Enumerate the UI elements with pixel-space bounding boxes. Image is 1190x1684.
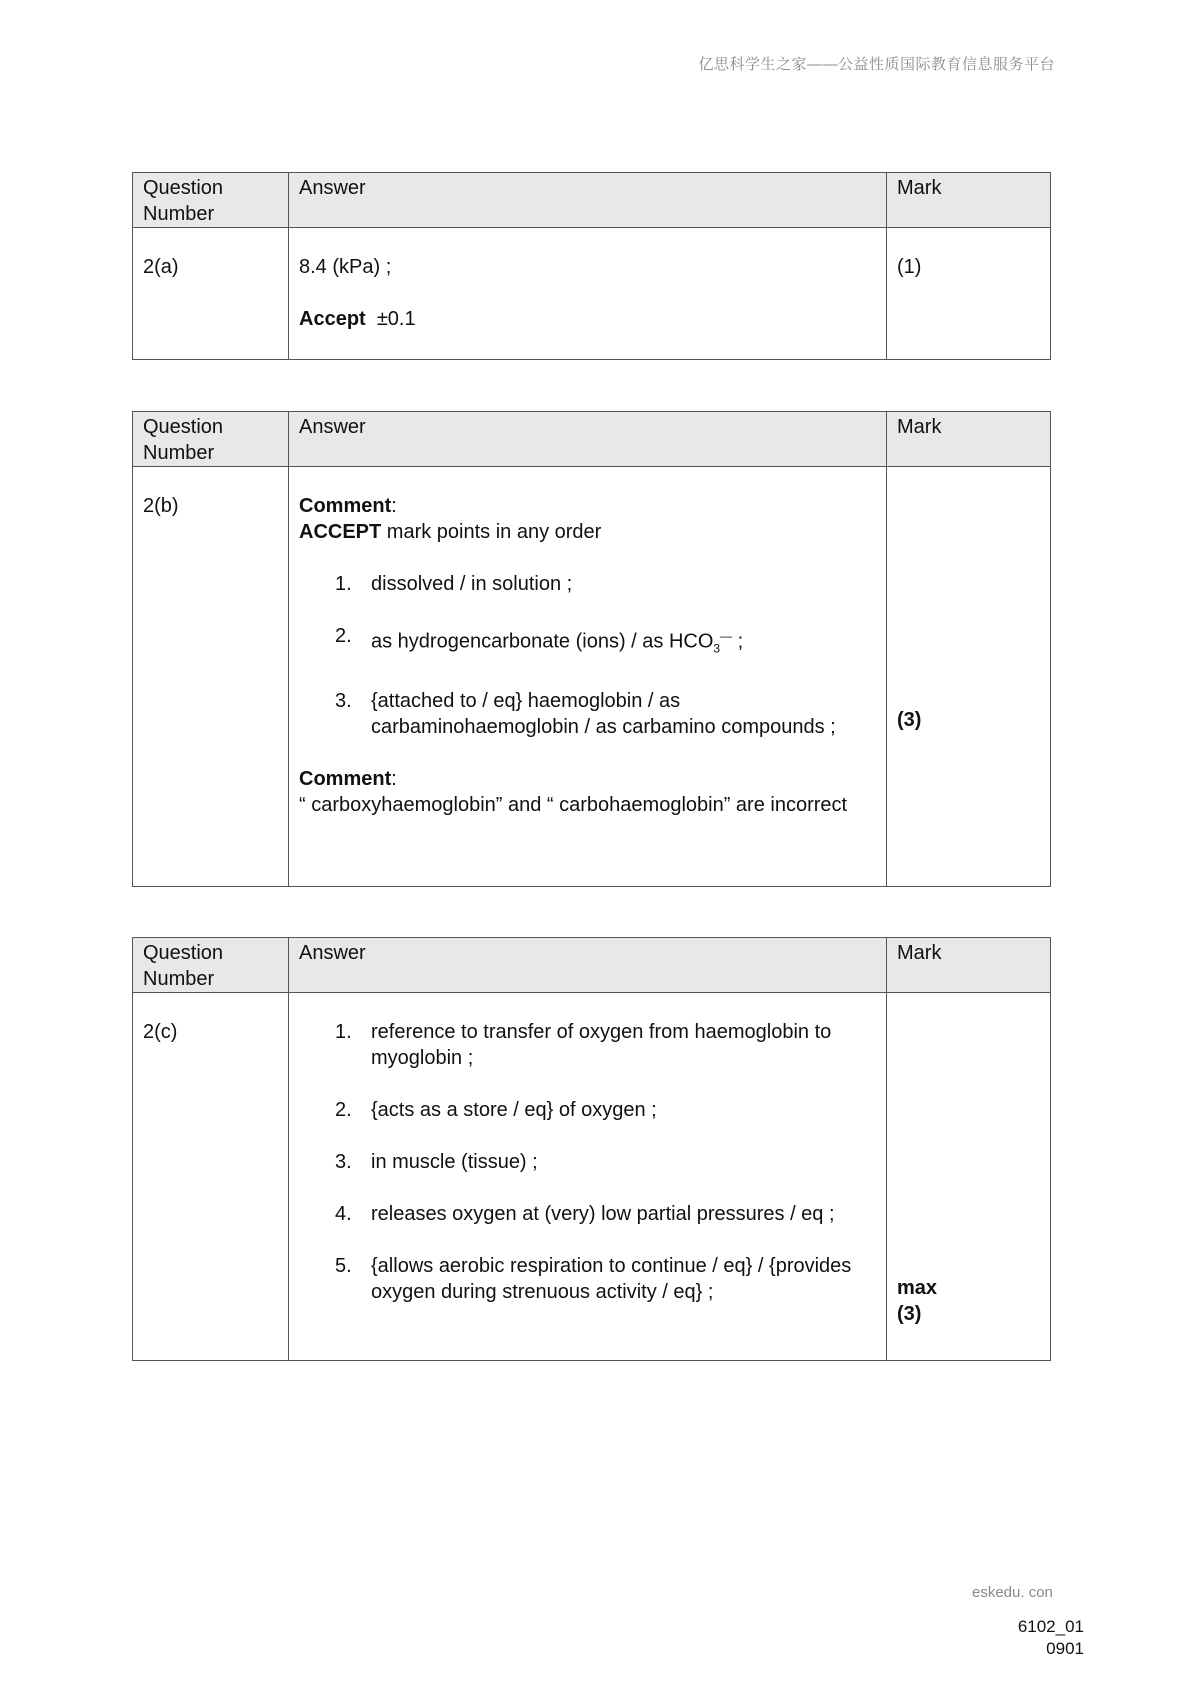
header-mark: Mark	[887, 173, 1051, 228]
accept-text: ±0.1	[376, 308, 416, 330]
table-row	[133, 467, 1051, 887]
comment-text: “ carboxyhaemoglobin” and “ carbohaemoglobin” are incorrect	[299, 793, 848, 816]
mark-points-list	[299, 571, 876, 740]
header-answer: Answer	[289, 412, 887, 467]
mark-cell	[887, 467, 1051, 887]
comment-label: Comment	[299, 767, 392, 790]
page-header-text: 亿思科学生之家——公益性质国际教育信息服务平台	[698, 56, 1055, 73]
header-answer: Answer	[289, 938, 887, 993]
mark-point-text: {acts as a store / eq} of oxygen ;	[371, 1099, 657, 1121]
mark-point-text: as hydrogencarbonate (ions) / as HCO	[371, 630, 714, 653]
table-header-row	[133, 173, 1051, 228]
question-number: 2(a)	[133, 228, 289, 360]
table-header-row	[133, 412, 1051, 467]
comment-label: Comment	[299, 495, 392, 517]
mark-cell	[887, 993, 1051, 1361]
accept-label: Accept	[299, 308, 366, 330]
question-number: 2(b)	[133, 467, 289, 887]
table-row	[133, 228, 1051, 360]
mark-point-text: reference to transfer of oxygen from haemoglobin to myoglobin ;	[371, 1021, 832, 1069]
mark-value: (3)	[897, 709, 922, 731]
paper-code-line1: 6102_01	[1017, 1617, 1084, 1636]
header-answer: Answer	[289, 173, 887, 228]
list-item: 3. {attached to / eq} haemoglobin / as carbaminohaemoglobin / as carbamino compounds ;	[335, 689, 836, 738]
mark-value: (1)	[887, 228, 1051, 360]
accept-line	[299, 519, 876, 545]
list-item: 2. as hydrogencarbonate (ions) / as $HCO_3^—$ ;	[335, 625, 744, 656]
table-header-row	[133, 938, 1051, 993]
mark-value: (3)	[897, 1303, 922, 1325]
mark-point-end: ;	[732, 630, 744, 653]
question-number: 2(c)	[133, 993, 289, 1361]
list-item: 3. in muscle (tissue) ;	[335, 1151, 538, 1173]
accept-text: mark points in any order	[386, 521, 602, 543]
list-item: 5. {allows aerobic respiration to continue / eq} / {provides oxygen during strenuous activity / eq} ;	[335, 1255, 852, 1303]
header-question-number: Question Number	[133, 938, 289, 993]
mark-point-text: {allows aerobic respiration to continue / eq} / {provides oxygen during strenuous activity / eq} ;	[371, 1255, 852, 1303]
answer-cell	[289, 993, 887, 1361]
superscript: —	[720, 629, 733, 643]
list-item: 1. dissolved / in solution ;	[335, 573, 573, 595]
header-question-number: Question Number	[133, 412, 289, 467]
accept-label: ACCEPT	[299, 521, 382, 543]
header-question-number: Question Number	[133, 173, 289, 228]
subscript: 3	[713, 641, 721, 656]
comment-line: Comment:	[299, 495, 397, 517]
mark-point-text: {attached to / eq} haemoglobin / as carbaminohaemoglobin / as carbamino compounds ;	[371, 689, 836, 738]
markscheme-table-2c	[132, 937, 1051, 1361]
mark-point-text: releases oxygen at (very) low partial pressures / eq ;	[371, 1203, 835, 1225]
mark-max-label: max	[897, 1277, 938, 1299]
mark-point-text: dissolved / in solution ;	[371, 573, 573, 595]
table-row	[133, 993, 1051, 1361]
markscheme-table-2b	[132, 411, 1051, 887]
list-item: 2. {acts as a store / eq} of oxygen ;	[335, 1099, 657, 1121]
markscheme-table-2a	[132, 172, 1051, 360]
footer-site-text: eskedu. con	[972, 1584, 1053, 1601]
mark-point-text: in muscle (tissue) ;	[371, 1151, 538, 1173]
comment-line: Comment:	[299, 767, 397, 790]
answer-cell	[289, 228, 887, 360]
footer-paper-code	[1018, 1616, 1084, 1660]
header-mark: Mark	[887, 412, 1051, 467]
paper-code-line2: 0901	[1046, 1639, 1084, 1658]
answer-text: 8.4 (kPa) ;	[299, 256, 392, 278]
header-mark: Mark	[887, 938, 1051, 993]
mark-points-list	[299, 1019, 876, 1305]
list-item: 4. releases oxygen at (very) low partial pressures / eq ;	[335, 1203, 835, 1225]
list-item: 1. reference to transfer of oxygen from haemoglobin to myoglobin ;	[335, 1021, 832, 1069]
answer-cell	[289, 467, 887, 887]
accept-line	[299, 306, 876, 332]
